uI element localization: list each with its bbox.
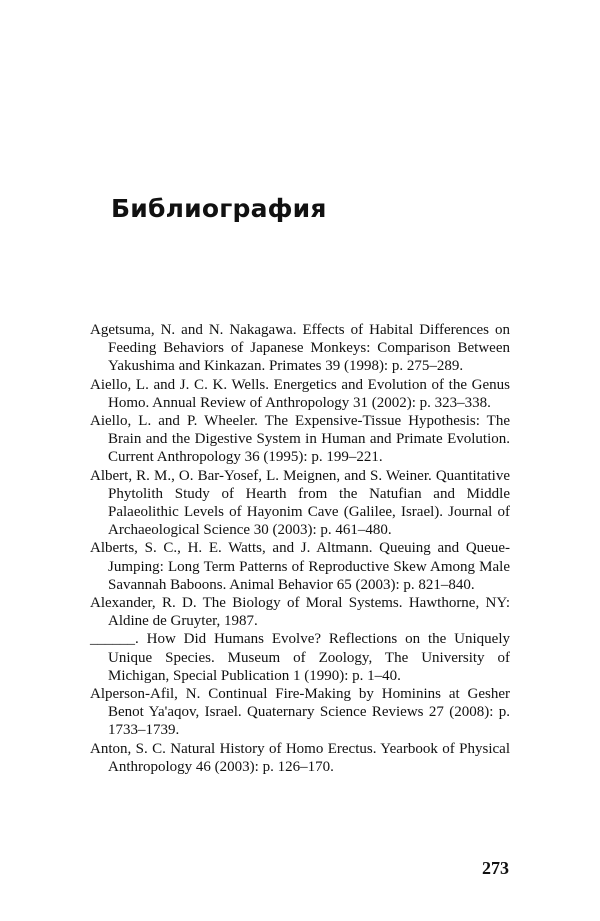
bibliography-entry: Alexander, R. D. The Biology of Moral Systems. Hawthorne, NY: Aldine de Gruyter, 1987. xyxy=(90,595,510,630)
bibliography-list xyxy=(90,321,510,776)
bibliography-entry: Aiello, L. and J. C. K. Wells. Energetics and Evolution of the Genus Homo. Annual Review of Anthropology 31 (2002): p. 323–338. xyxy=(90,376,510,411)
bibliography-entry: Alberts, S. C., H. E. Watts, and J. Altmann. Queuing and Queue-Jumping: Long Term Patterns of Reproductive Skew Among Male Savannah Baboons. Animal Behavior 65 (2003): p. 821–840. xyxy=(90,540,510,593)
page-title: Библиография xyxy=(111,194,327,223)
bibliography-entry: Agetsuma, N. and N. Nakagawa. Effects of Habital Differences on Feeding Behaviors of Japanese Monkeys: Comparison Between Yakushima and Kinkazan. Primates 39 (1998): p. 275–289. xyxy=(90,322,510,375)
bibliography-entry: Alperson-Afil, N. Continual Fire-Making by Hominins at Gesher Benot Ya'aqov, Israel. Quaternary Science Reviews 27 (2008): p. 1733–1739. xyxy=(90,686,510,739)
bibliography-entry: Albert, R. M., O. Bar-Yosef, L. Meignen, and S. Weiner. Quantitative Phytolith Study of Hearth from the Natufian and Middle Palaeolithic Levels of Hayonim Cave (Galilee, Israel). Journal of Archaeological Science 30 (2003): p. 461–480. xyxy=(90,467,510,539)
bibliography-entry: ______. How Did Humans Evolve? Reflections on the Uniquely Unique Species. Museum of Zoology, The University of Michigan, Special Publication 1 (1990): p. 1–40. xyxy=(90,631,510,684)
page-number: 273 xyxy=(482,858,509,878)
bibliography-entry: Anton, S. C. Natural History of Homo Erectus. Yearbook of Physical Anthropology 46 (2003): p. 126–170. xyxy=(90,740,510,775)
bibliography-entry: Aiello, L. and P. Wheeler. The Expensive-Tissue Hypothesis: The Brain and the Digestive System in Human and Primate Evolution. Current Anthropology 36 (1995): p. 199–221. xyxy=(90,413,510,466)
